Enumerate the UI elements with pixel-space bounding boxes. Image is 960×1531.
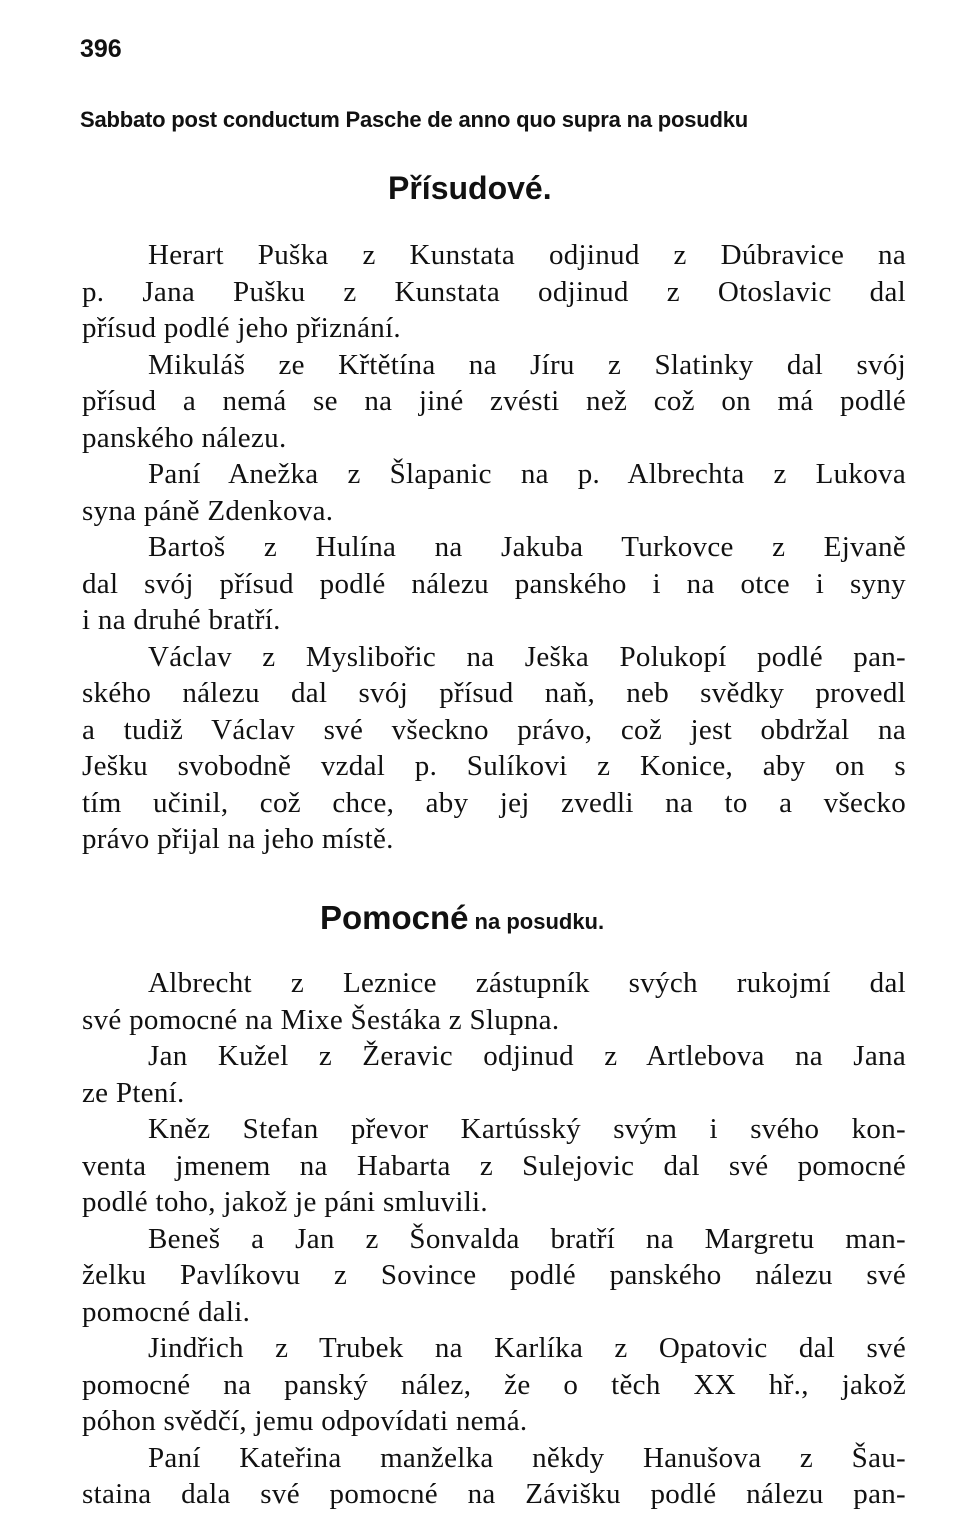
page-number: 396 [80, 35, 122, 63]
text-line: právo přijal na jeho místě. [82, 823, 394, 855]
text-line: venta jmenem na Habarta z Sulejovic dal své pomocné [82, 1149, 906, 1182]
text-line: ského nálezu dal svój přísud naň, neb svědky provedl [82, 677, 906, 709]
text-line: Ješku svobodně vzdal p. Sulíkovi z Konice, aby on s [82, 750, 906, 782]
text-line: Václav z Myslibořic na Ješka Polukopí podlé pan- [148, 640, 906, 673]
text-line: své pomocné na Mixe Šestáka z Slupna. [82, 1003, 560, 1036]
text-line: Jindřich z Trubek na Karlíka z Opatovic dal své [148, 1332, 906, 1364]
text-line: pomocné dali. [82, 1295, 251, 1328]
text-line: Albrecht z Leznice zástupník svých rukojmí dal [148, 967, 906, 999]
text-line: Beneš a Jan z Šonvalda bratří na Margretu man- [148, 1222, 906, 1255]
text-line: póhon svědčí, jemu odpovídati nemá. [82, 1405, 528, 1437]
text-line: ze Ptení. [82, 1076, 185, 1109]
prisudove-text-block [82, 237, 906, 858]
text-line: Mikuláš ze Křtětína na Jíru z Slatinky dal svój [148, 348, 906, 381]
text-line: dal svój přísud podlé nálezu panského i na otce i syny [82, 567, 906, 600]
text-line: staina dala své pomocné na Závišku podlé nálezu pan- [82, 1478, 906, 1510]
text-line: Bartoš z Hulína na Jakuba Turkovce z Ejvaně [148, 531, 906, 563]
section-title-pomocne [320, 898, 604, 942]
text-line: Herart Puška z Kunstata odjinud z Dúbravice na [148, 239, 906, 271]
text-line: pomocné na panský nález, že o těch XX hř., jakož [82, 1368, 906, 1401]
text-line: tím učinil, což chce, aby jej zvedli na to a všecko [82, 786, 906, 819]
text-line: želku Pavlíkovu z Sovince podlé panského nálezu své [82, 1259, 906, 1291]
text-line: Paní Kateřina manželka někdy Hanušova z Šau- [148, 1441, 906, 1474]
text-line: syna páně Zdenkova. [82, 494, 334, 527]
text-line: přísud podlé jeho přiznání. [82, 312, 401, 344]
section-title-pomocne-main: Pomocné [320, 899, 469, 936]
text-line: podlé toho, jakož je páni smluvili. [82, 1186, 488, 1218]
text-line: Kněz Stefan převor Kartússký svým i svého kon- [148, 1113, 906, 1145]
text-line: panského nálezu. [82, 421, 287, 454]
text-line: Jan Kužel z Žeravic odjinud z Artlebova na Jana [148, 1040, 906, 1072]
section-title-prisudove: Přísudové. [388, 170, 552, 206]
pomocne-text-block [82, 965, 906, 1513]
text-line: Paní Anežka z Šlapanic na p. Albrechta z Lukova [148, 458, 906, 490]
text-line: p. Jana Pušku z Kunstata odjinud z Otoslavic dal [82, 275, 906, 308]
text-line: a tudiž Václav své všeckno právo, což jest obdržal na [82, 713, 906, 746]
session-heading: Sabbato post conductum Pasche de anno quo supra na posudku [80, 107, 749, 132]
section-title-pomocne-rest: na posudku. [474, 909, 605, 934]
text-line: přísud a nemá se na jiné zvésti než což on má podlé [82, 385, 906, 417]
text-line: i na druhé bratří. [82, 604, 281, 636]
